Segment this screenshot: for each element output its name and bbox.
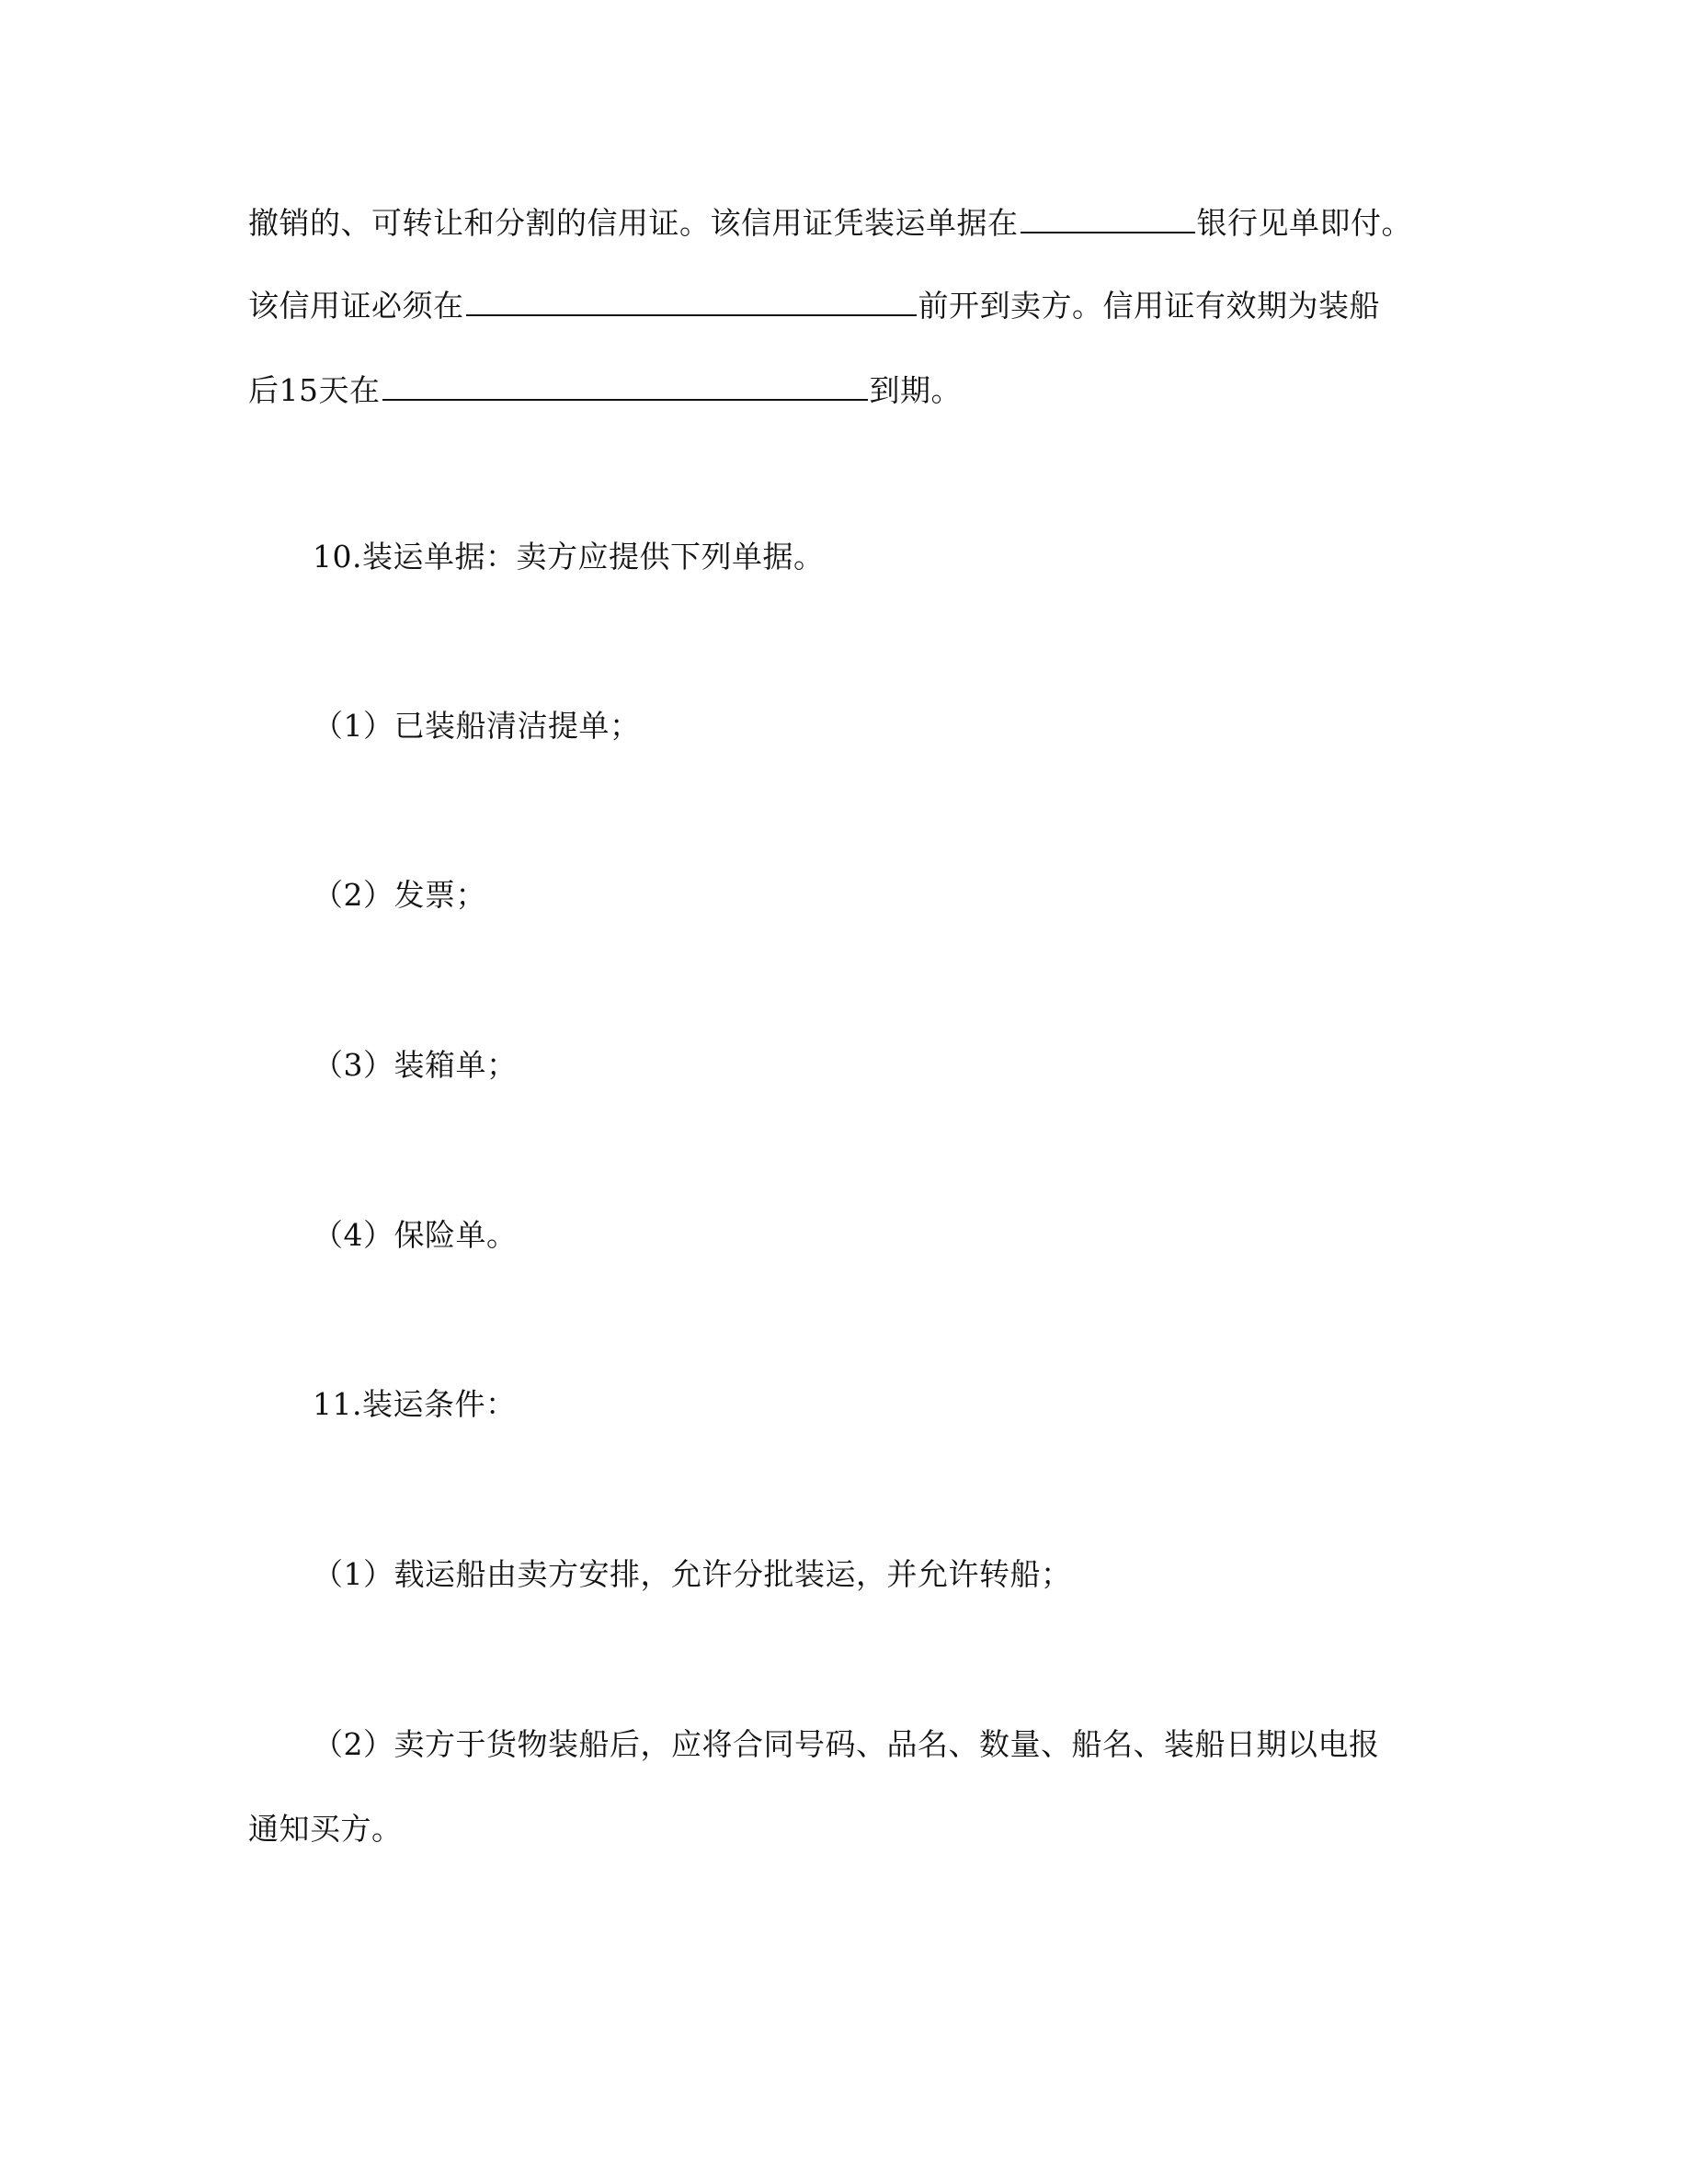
section10-heading: 10.装运单据：卖方应提供下列单据。 (313, 539, 825, 574)
section10-item-3: （3）装箱单； (313, 1047, 518, 1083)
lc-paragraph-line-3 (248, 368, 962, 411)
lc-text-2b: 前开到卖方。信用证有效期为装船 (918, 288, 1380, 324)
section11-item-2-line-1: （2）卖方于货物装船后，应将合同号码、品名、数量、船名、装船日期以电报 (313, 1726, 1380, 1762)
lc-paragraph-line-1 (248, 200, 1412, 244)
lc-text-1a: 撤销的、可转让和分割的信用证。该信用证凭装运单据在 (248, 205, 1019, 241)
lc-text-3b: 到期。 (869, 372, 962, 408)
section11-heading: 11.装运条件： (313, 1386, 517, 1422)
lc-text-3a: 后15天在 (248, 372, 381, 408)
section10-item-1: （1）已装船清洁提单； (313, 708, 641, 744)
section10-item-2: （2）发票； (313, 877, 486, 913)
blank-place-field[interactable] (382, 368, 868, 401)
lc-text-1b: 银行见单即付。 (1196, 205, 1412, 241)
section10-item-4: （4）保险单。 (313, 1217, 518, 1253)
blank-bank-field[interactable] (1021, 200, 1195, 233)
section11-item-1: （1）载运船由卖方安排，允许分批装运，并允许转船； (313, 1556, 1072, 1592)
lc-paragraph-line-2 (248, 283, 1380, 326)
lc-text-2a: 该信用证必须在 (248, 288, 464, 324)
blank-date-field[interactable] (466, 283, 917, 316)
section11-item-2-line-2: 通知买方。 (248, 1811, 403, 1847)
